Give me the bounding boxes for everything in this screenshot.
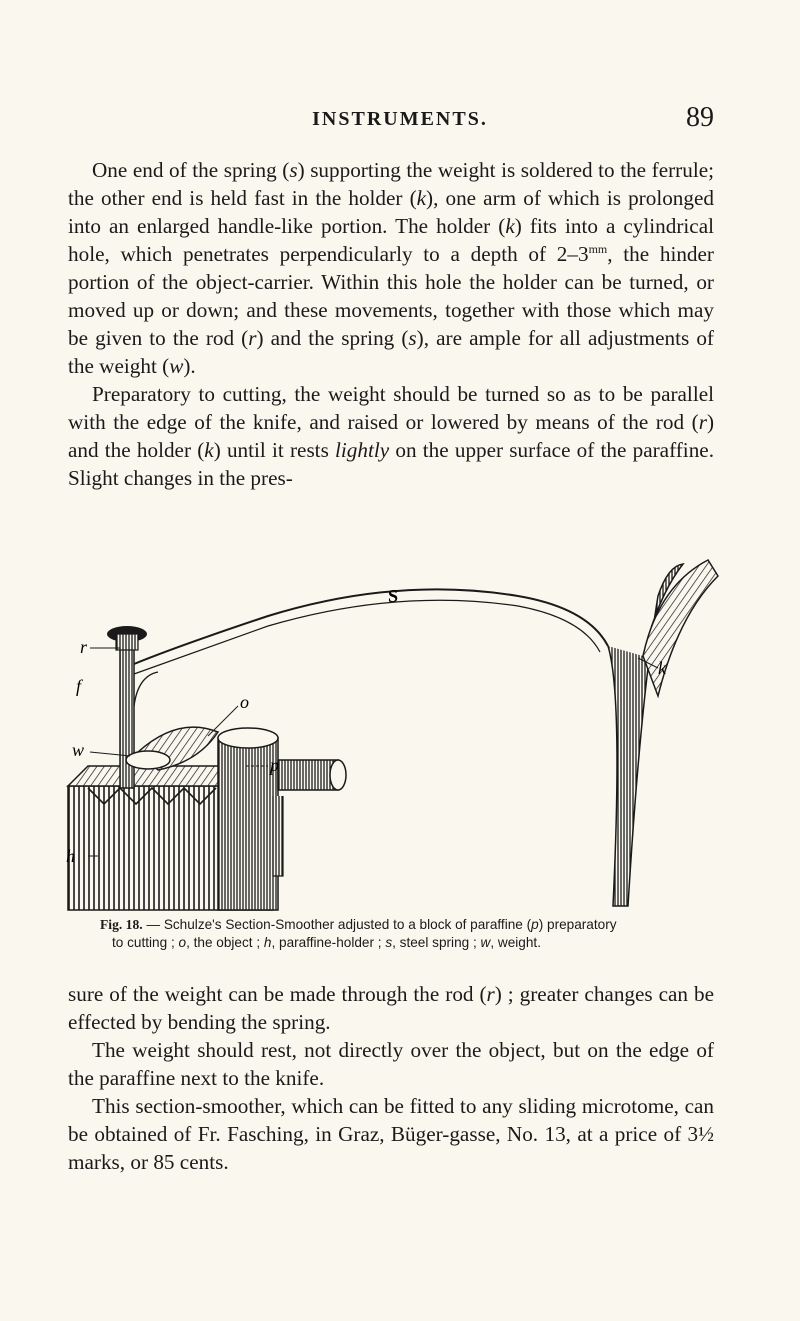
italic-letter: w	[169, 354, 184, 378]
text-run: , steel spring ;	[392, 935, 481, 950]
text-run: ) ; greater changes can be effected by bending the spring.	[68, 982, 714, 1034]
label-w: w	[72, 740, 85, 760]
spring-holder	[608, 560, 718, 906]
italic-letter: k	[204, 438, 214, 462]
text-run: , the hinder portion of the object-carrier. Within this hole the holder can be turned, or moved up or down; and these movements, together with those which may be given to the rod (	[68, 242, 714, 350]
italic-letter: r	[698, 410, 707, 434]
italic-letter: p	[531, 917, 539, 932]
text-run: — Schulze's Section-Smoother adjusted to a block of paraffine (	[142, 917, 532, 932]
label-k: k	[658, 658, 666, 678]
unit-superscript: mm	[588, 241, 608, 256]
text-run: ).	[183, 354, 196, 378]
text-run: Preparatory to cutting, the weight should be turned so as to be parallel with the edge of the knife, and raised or lowered by means of the rod (	[68, 382, 714, 434]
steel-spring	[134, 589, 608, 706]
running-head	[0, 102, 800, 138]
caption-label: Fig. 18.	[100, 917, 143, 932]
weight	[126, 727, 218, 770]
italic-letter: w	[480, 935, 491, 950]
label-h: h	[66, 846, 75, 866]
label-p: p	[270, 755, 279, 775]
italic-letter: h	[263, 935, 272, 950]
text-run: ) fits into a cylindrical hole, which penetrates perpendicularly to a depth of 2–3	[68, 214, 714, 266]
running-head-title: INSTRUMENTS.	[312, 108, 488, 130]
italic-word: lightly	[335, 438, 390, 462]
paragraph-weight-rest: The weight should rest, not directly over the object, but on the edge of the paraffine next to the knife.	[68, 1038, 714, 1090]
caption-line-2	[100, 934, 720, 952]
text-run: ) preparatory	[538, 917, 617, 932]
text-run: ), one arm of which is prolonged into an enlarged handle-like portion. The holder (	[68, 186, 714, 238]
text-run: , weight.	[490, 935, 541, 950]
text-run: to cutting ;	[112, 935, 179, 950]
figure-section-smoother	[68, 556, 728, 916]
paragraph-continued	[68, 980, 714, 1036]
body-text-bottom	[68, 980, 714, 1176]
text-run: ) and the spring (	[256, 326, 409, 350]
text-run: , paraffine-holder ;	[271, 935, 386, 950]
italic-letter: r	[486, 982, 495, 1006]
italic-letter: k	[416, 186, 427, 210]
italic-letter: s	[408, 326, 417, 350]
text-run: ) and the holder (	[68, 410, 714, 462]
paragraph-availability: This section-smoother, which can be fitted to any sliding microtome, can be obtained of Fr. Fasching, in Graz, Büger-gasse, No. 13, at a price of 3½ marks, or 85 cents.	[68, 1094, 714, 1174]
paragraph-spring-holder	[68, 156, 714, 380]
page-number: 89	[686, 102, 714, 133]
object-holder	[218, 728, 278, 910]
italic-letter: r	[248, 326, 257, 350]
italic-letter: o	[178, 935, 187, 950]
clamp-screw	[273, 760, 346, 876]
text-run: One end of the spring (	[92, 158, 290, 182]
text-run: ) until it rests	[213, 438, 336, 462]
label-r: r	[80, 637, 88, 657]
caption-line-1	[100, 917, 617, 932]
italic-letter: s	[385, 935, 393, 950]
text-run: ), are ample for all adjustments of the weight (	[68, 326, 714, 378]
section-smoother-engraving	[68, 556, 728, 916]
body-text-top	[68, 156, 714, 492]
figure-caption	[100, 916, 720, 952]
text-run: , the object ;	[186, 935, 264, 950]
italic-letter: s	[289, 158, 298, 182]
text-run: on the upper surface of the paraffine. Slight changes in the pres-	[68, 438, 714, 490]
paragraph-preparatory	[68, 380, 714, 492]
label-o: o	[240, 692, 249, 712]
text-run: sure of the weight can be made through the rod (	[68, 982, 487, 1006]
italic-letter: k	[505, 214, 515, 238]
label-s: S	[388, 586, 399, 606]
label-f: f	[76, 676, 82, 696]
text-run: ) supporting the weight is soldered to the ferrule; the other end is held fast in the holder (	[68, 158, 714, 210]
